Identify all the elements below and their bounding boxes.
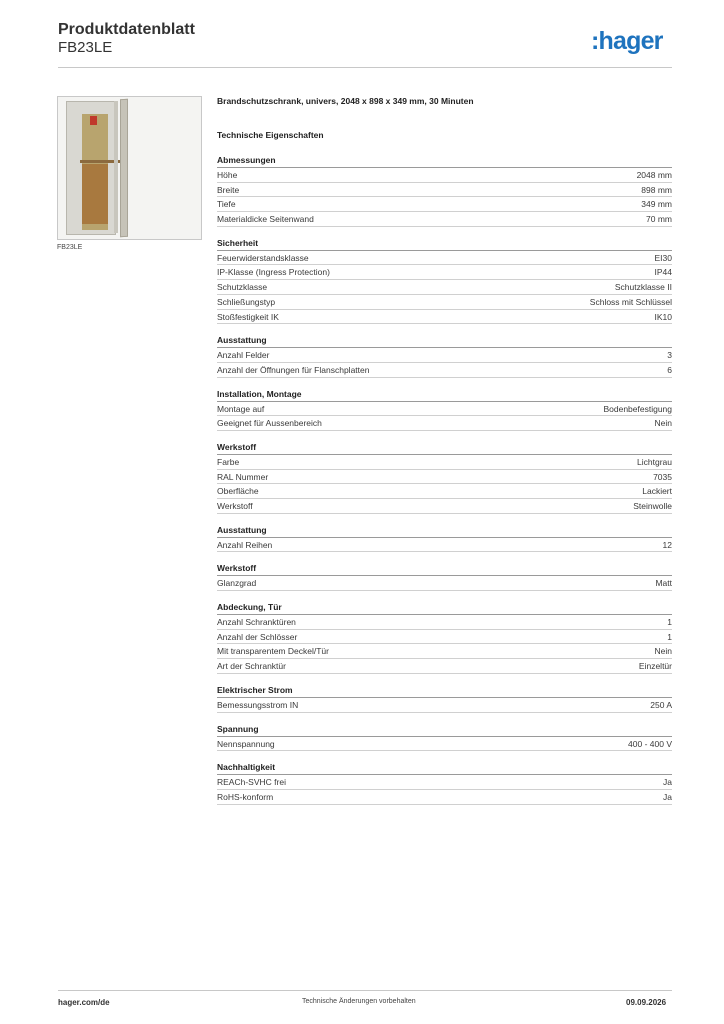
spec-value: IK10 <box>654 311 672 322</box>
spec-value: 400 - 400 V <box>628 738 672 749</box>
spec-row <box>217 576 672 591</box>
footer-disclaimer: Technische Änderungen vorbehalten <box>302 998 416 1005</box>
spec-section <box>217 523 672 553</box>
spec-value: 349 mm <box>641 199 672 210</box>
spec-value: 2048 mm <box>636 170 672 180</box>
image-caption: FB23LE <box>57 244 83 251</box>
spec-row <box>217 265 672 280</box>
spec-value: EI30 <box>654 252 672 263</box>
spec-row <box>217 630 672 645</box>
spec-value: Matt <box>655 578 672 589</box>
spec-row <box>217 363 672 378</box>
spec-value: 70 mm <box>646 214 672 225</box>
spec-label: Montage auf <box>217 403 265 414</box>
spec-row <box>217 348 672 363</box>
spec-table <box>217 153 672 814</box>
spec-section <box>217 760 672 804</box>
spec-label: Werkstoff <box>217 501 253 511</box>
spec-section <box>217 236 672 324</box>
spec-section <box>217 600 672 674</box>
spec-section-title: Nachhaltigkeit <box>217 760 672 775</box>
spec-label: Breite <box>217 184 240 195</box>
spec-value: IP44 <box>654 267 672 278</box>
spec-label: IP-Klasse (Ingress Protection) <box>217 267 330 278</box>
spec-row <box>217 737 672 752</box>
spec-value: Lichtgrau <box>637 456 672 467</box>
spec-value: Schloss mit Schlüssel <box>589 296 672 307</box>
header-divider <box>58 67 672 68</box>
spec-label: Stoßfestigkeit IK <box>217 311 279 322</box>
spec-label: RAL Nummer <box>217 471 269 482</box>
spec-section <box>217 722 672 752</box>
spec-row <box>217 280 672 295</box>
spec-section-title: Installation, Montage <box>217 387 672 402</box>
spec-row <box>217 698 672 713</box>
footer-website: hager.com/de <box>58 998 110 1007</box>
spec-value: Ja <box>663 777 672 788</box>
spec-row <box>217 499 672 514</box>
spec-row <box>217 455 672 470</box>
spec-row <box>217 416 672 431</box>
spec-section <box>217 387 672 431</box>
spec-section-title: Ausstattung <box>217 523 672 538</box>
spec-section-title: Elektrischer Strom <box>217 683 672 698</box>
spec-label: Nennspannung <box>217 738 275 749</box>
cabinet-door <box>120 99 128 237</box>
spec-label: Bemessungsstrom IN <box>217 699 299 710</box>
spec-row <box>217 790 672 805</box>
spec-label: Anzahl der Öffnungen für Flanschplatten <box>217 364 370 375</box>
spec-section-title: Sicherheit <box>217 236 672 251</box>
spec-row <box>217 644 672 659</box>
spec-value: 898 mm <box>641 184 672 195</box>
spec-label: REACh-SVHC frei <box>217 777 286 788</box>
tech-properties-heading: Technische Eigenschaften <box>217 130 324 140</box>
spec-label: Geeignet für Aussenbereich <box>217 418 322 429</box>
spec-label: Materialdicke Seitenwand <box>217 214 314 225</box>
spec-value: Bodenbefestigung <box>603 403 672 414</box>
spec-value: 6 <box>667 364 672 375</box>
logo-text: hager <box>598 27 663 55</box>
product-code: FB23LE <box>58 39 113 56</box>
product-image <box>57 96 202 240</box>
spec-value: Einzeltür <box>638 661 672 672</box>
cabinet-side <box>114 101 118 233</box>
spec-section-title: Spannung <box>217 722 672 737</box>
spec-value: 1 <box>667 617 672 628</box>
spec-row <box>217 310 672 325</box>
cabinet-body <box>66 101 116 235</box>
spec-value: 12 <box>662 539 672 550</box>
cabinet-red-component <box>90 116 97 125</box>
spec-label: Glanzgrad <box>217 578 257 589</box>
spec-section-title: Werkstoff <box>217 561 672 576</box>
spec-label: Oberfläche <box>217 486 259 497</box>
spec-row <box>217 212 672 227</box>
spec-section-title: Abdeckung, Tür <box>217 600 672 615</box>
spec-label: Höhe <box>217 170 238 180</box>
spec-row <box>217 295 672 310</box>
spec-label: RoHS-konform <box>217 791 274 802</box>
spec-section <box>217 440 672 514</box>
spec-row <box>217 251 672 266</box>
spec-value: Ja <box>663 791 672 802</box>
spec-value: Schutzklasse II <box>614 282 672 293</box>
spec-row <box>217 538 672 553</box>
hager-logo <box>591 27 663 56</box>
spec-section <box>217 561 672 591</box>
spec-value: 250 A <box>650 699 672 710</box>
spec-row <box>217 197 672 212</box>
spec-row <box>217 775 672 790</box>
product-description: Brandschutzschrank, univers, 2048 x 898 x 349 mm, 30 Minuten <box>217 96 474 106</box>
spec-section <box>217 153 672 227</box>
spec-value: 7035 <box>653 471 672 482</box>
spec-label: Mit transparentem Deckel/Tür <box>217 646 329 657</box>
spec-label: Schließungstyp <box>217 296 276 307</box>
spec-label: Schutzklasse <box>217 282 268 293</box>
spec-value: Nein <box>654 418 672 429</box>
spec-label: Farbe <box>217 456 240 467</box>
spec-label: Anzahl Schranktüren <box>217 617 296 628</box>
spec-row <box>217 402 672 417</box>
spec-row <box>217 615 672 630</box>
spec-section-title: Abmessungen <box>217 153 672 168</box>
spec-section-title: Werkstoff <box>217 440 672 455</box>
spec-section <box>217 333 672 377</box>
spec-value: 3 <box>667 350 672 361</box>
spec-label: Art der Schranktür <box>217 661 286 672</box>
spec-label: Anzahl Reihen <box>217 539 273 550</box>
spec-section-title: Ausstattung <box>217 333 672 348</box>
spec-value: Steinwolle <box>633 501 672 511</box>
spec-label: Anzahl Felder <box>217 350 270 361</box>
spec-label: Anzahl der Schlösser <box>217 631 298 642</box>
footer-date: 09.09.2026 <box>626 998 667 1007</box>
spec-row <box>217 659 672 674</box>
spec-value: Lackiert <box>642 486 672 497</box>
spec-row <box>217 484 672 499</box>
document-title: Produktdatenblatt <box>58 21 195 38</box>
spec-row <box>217 470 672 485</box>
spec-row <box>217 168 672 183</box>
spec-value: Nein <box>654 646 672 657</box>
spec-row <box>217 183 672 198</box>
spec-label: Feuerwiderstandsklasse <box>217 252 309 263</box>
spec-label: Tiefe <box>217 199 236 210</box>
spec-section <box>217 683 672 713</box>
spec-value: 1 <box>667 631 672 642</box>
logo-dot-icon: : <box>591 27 599 55</box>
cabinet-lower-plate <box>82 164 108 224</box>
footer-divider <box>58 990 672 991</box>
